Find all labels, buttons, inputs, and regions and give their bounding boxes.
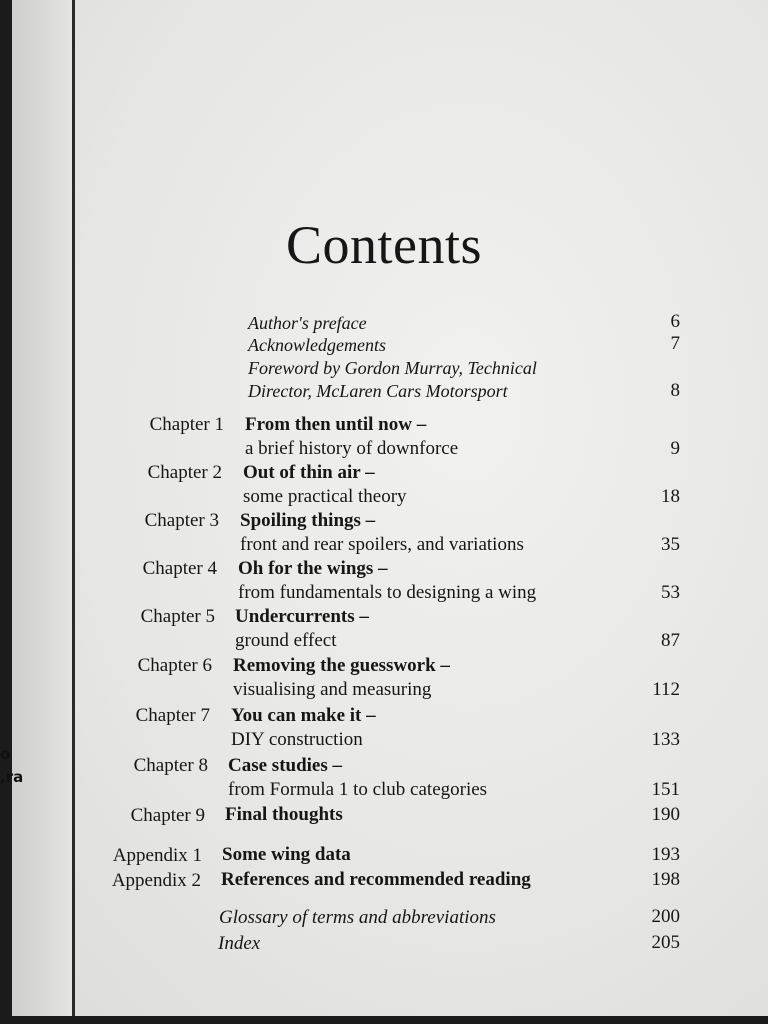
chapter-label: Chapter 8 <box>133 755 208 776</box>
chapter-label: Chapter 1 <box>149 414 224 435</box>
page-number: 8 <box>670 380 680 401</box>
page-title: Contents <box>285 215 482 275</box>
page-number: 193 <box>651 844 680 865</box>
chapter-heading: Case studies – <box>228 755 343 776</box>
chapter-label: Chapter 5 <box>140 606 215 627</box>
page-number: 7 <box>670 333 680 354</box>
appendix-heading: References and recommended reading <box>221 869 531 890</box>
appendix-heading: Some wing data <box>222 844 351 865</box>
page-number: 9 <box>670 438 680 459</box>
page-number: 87 <box>661 630 680 651</box>
chapter-heading: Undercurrents – <box>235 606 369 627</box>
page-number: 112 <box>652 679 680 700</box>
front-matter-title: Foreword by Gordon Murray, Technical <box>248 358 537 378</box>
back-matter-title: Glossary of terms and abbreviations <box>219 907 496 928</box>
chapter-heading: Spoiling things – <box>240 510 376 531</box>
page-number: 190 <box>651 804 680 825</box>
page-number: 200 <box>651 906 680 927</box>
chapter-heading: Out of thin air – <box>243 462 375 483</box>
page-number: 133 <box>651 729 680 750</box>
chapter-subtitle: front and rear spoilers, and variations <box>240 534 524 555</box>
page-number: 35 <box>661 534 680 555</box>
front-matter-title: Acknowledgements <box>248 335 386 355</box>
page-number: 18 <box>661 486 680 507</box>
chapter-subtitle: visualising and measuring <box>233 679 432 700</box>
front-matter-title: Author's preface <box>248 313 367 333</box>
chapter-subtitle: from Formula 1 to club categories <box>228 779 488 800</box>
chapter-label: Chapter 7 <box>135 705 210 726</box>
page-number: 6 <box>670 311 680 332</box>
chapter-label: Chapter 6 <box>137 655 212 676</box>
chapter-label: Chapter 3 <box>144 510 219 531</box>
page-number: 151 <box>651 779 680 800</box>
chapter-subtitle: some practical theory <box>243 486 407 507</box>
chapter-label: Chapter 4 <box>142 558 217 579</box>
appendix-label: Appendix 1 <box>112 845 202 866</box>
chapter-subtitle: DIY construction <box>231 729 363 750</box>
chapter-heading: Final thoughts <box>225 804 343 825</box>
page-number: 205 <box>651 932 680 953</box>
chapter-subtitle: ground effect <box>235 630 337 651</box>
chapter-heading: Oh for the wings – <box>238 558 388 579</box>
edge-mark: ,ra <box>0 768 24 786</box>
front-matter-title-cont: Director, McLaren Cars Motorsport <box>248 381 508 401</box>
chapter-subtitle: a brief history of downforce <box>245 438 459 459</box>
chapter-heading: Removing the guesswork – <box>233 655 450 676</box>
chapter-subtitle: from fundamentals to designing a wing <box>238 582 537 603</box>
edge-mark: o <box>0 745 11 763</box>
back-matter-title: Index <box>218 933 261 954</box>
page-number: 53 <box>661 582 680 603</box>
chapter-label: Chapter 2 <box>147 462 222 483</box>
appendix-label: Appendix 2 <box>111 870 201 891</box>
page-number: 198 <box>651 869 680 890</box>
chapter-label: Chapter 9 <box>130 805 205 826</box>
chapter-heading: From then until now – <box>245 414 427 435</box>
chapter-heading: You can make it – <box>231 705 376 726</box>
page-gutter <box>12 0 74 1016</box>
